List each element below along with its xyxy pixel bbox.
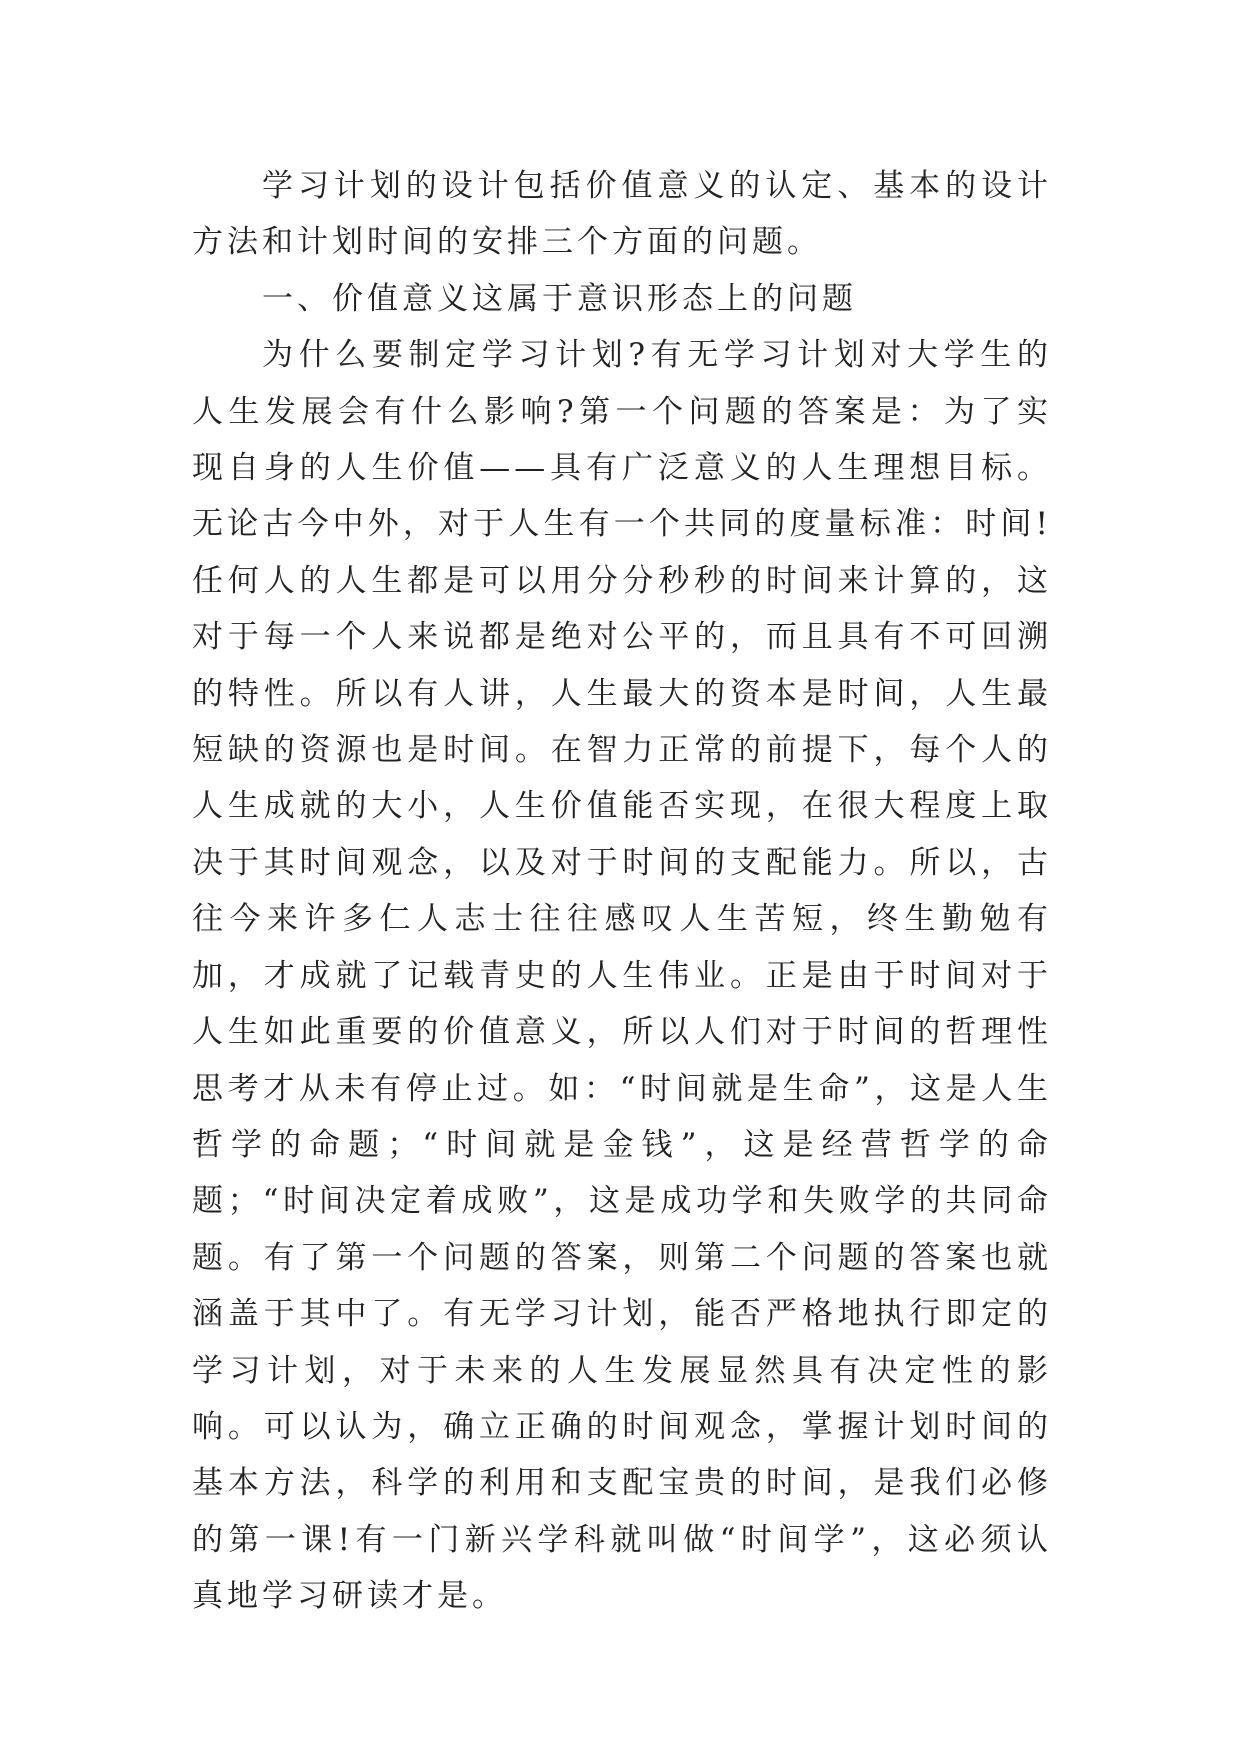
section-heading: 一、价值意义这属于意识形态上的问题: [262, 280, 857, 317]
body-paragraph: 为什么要制定学习计划?有无学习计划对大学生的人生发展会有什么影响?第一个问题的答案是：为了实现自身的人生价值——具有广泛意义的人生理想目标。无论古今中外，对于人生有一个共同的度量标准：时间!任何人的人生都是可以用分分秒秒的时间来计算的，这对于每一个人来说都是绝对公平的，而且具有不可回溯的特性。所以有人讲，人生最大的资本是时间，人生最短缺的资源也是时间。在智力正常的前提下，每个人的人生成就的大小，人生价值能否实现，在很大程度上取决于其时间观念，以及对于时间的支配能力。所以，古往今来许多仁人志士往往感叹人生苦短，终生勤勉有加，才成就了记载青史的人生伟业。正是由于时间对于人生如此重要的价值意义，所以人们对于时间的哲理性思考才从未有停止过。如：“时间就是生命”，这是人生哲学的命题；“时间就是金钱”，这是经营哲学的命题；“时间决定着成败”，这是成功学和失败学的共同命题。有了第一个问题的答案，则第二个问题的答案也就涵盖于其中了。有无学习计划，能否严格地执行即定的学习计划，对于未来的人生发展显然具有决定性的影响。可以认为，确立正确的时间观念，掌握计划时间的基本方法，科学的利用和支配宝贵的时间，是我们必修的第一课!有一门新兴学科就叫做“时间学”，这必须认真地学习研读才是。: [192, 337, 1052, 1615]
body-text: [192, 158, 1052, 1625]
intro-paragraph: 学习计划的设计包括价值意义的认定、基本的设计方法和计划时间的安排三个方面的问题。: [192, 168, 1052, 261]
